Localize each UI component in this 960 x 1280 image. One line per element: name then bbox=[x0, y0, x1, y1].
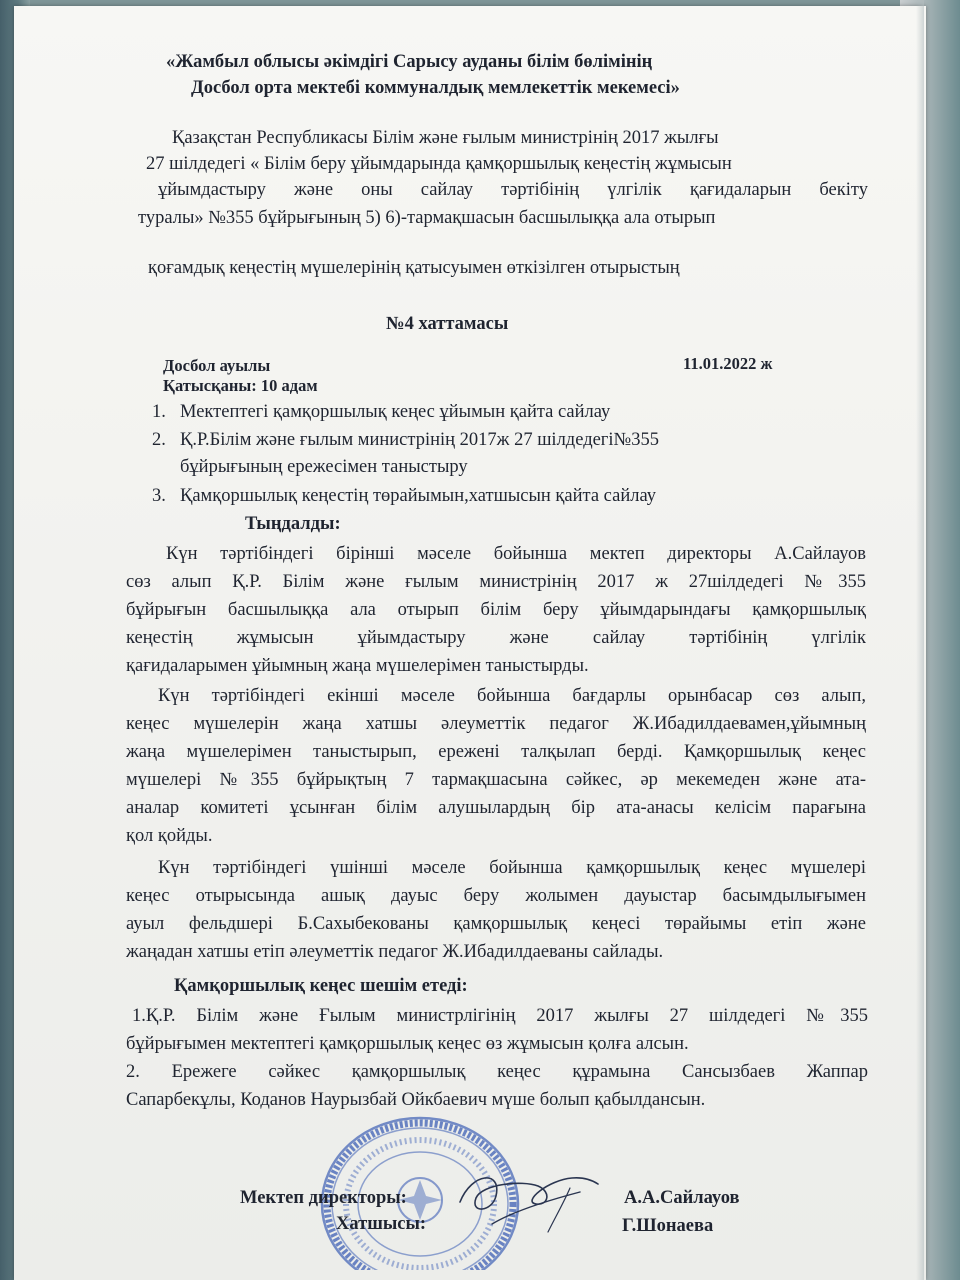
director-signature-icon bbox=[452, 1162, 602, 1238]
para2-line-2: кеңес мүшелерін жаңа хатшы әлеуметтік педагог Ж.Ибадилдаевамен,ұйымның bbox=[126, 714, 866, 734]
decision2-line-1: 2. Ережеге сәйкес қамқоршылық кеңес құрамына Сансызбаев Жаппар bbox=[126, 1062, 868, 1082]
agenda-item-3: Қамқоршылық кеңестің төрайымын,хатшысын қайта сайлау bbox=[180, 486, 656, 506]
meeting-place: Досбол ауылы bbox=[163, 356, 271, 375]
para1-line-3: бұйрығын басшылыққа ала отырып білім беру ұйымдарындағы қамқоршылық bbox=[126, 600, 866, 620]
para3-line-4: жаңадан хатшы етіп әлеуметтік педагог Ж.Ибадилдаеваны сайлады. bbox=[126, 942, 664, 962]
protocol-title: №4 хаттамасы bbox=[386, 314, 509, 334]
attendance: Қатысқаны: 10 адам bbox=[163, 376, 318, 395]
intro-line-4: туралы» №355 бұйрығының 5) 6)-тармақшасын басшылыққа ала отырып bbox=[138, 208, 716, 228]
agenda-num-1: 1. bbox=[152, 402, 166, 422]
director-label: Мектеп директоры: bbox=[240, 1188, 407, 1208]
header-line-2: Досбол орта мектебі коммуналдық мемлекеттік мекемесі» bbox=[191, 78, 680, 98]
secretary-name: Г.Шонаева bbox=[622, 1216, 714, 1236]
decision2-line-2: Сапарбекұлы, Коданов Наурызбай Ойкбаевич мүше болып қабылдансын. bbox=[126, 1090, 706, 1110]
para1-line-5: қағидаларымен ұйымның жаңа мүшелерімен таныстырды. bbox=[126, 656, 589, 676]
meeting-line: қоғамдық кеңестің мүшелерінің қатысуымен өткізілген отырыстың bbox=[148, 258, 680, 278]
agenda-num-3: 3. bbox=[152, 486, 166, 506]
agenda-item-1: Мектептегі қамқоршылық кеңес ұйымын қайта сайлау bbox=[180, 402, 611, 422]
para3-line-2: кеңес отырысында ашық дауыс беру жолымен дауыстар басымдылығымен bbox=[126, 886, 866, 906]
decision1-line-1: 1.Қ.Р. Білім және Ғылым министрлігінің 2017 жылғы 27 шілдедегі №355 bbox=[132, 1006, 868, 1026]
para2-line-3: жаңа мүшелерімен таныстырып, ережені талқылап берді. Қамқоршылық кеңес bbox=[126, 742, 866, 762]
para1-line-2: сөз алып Қ.Р. Білім және ғылым министрінің 2017 ж 27шілдедегі №355 bbox=[126, 572, 866, 592]
intro-line-2: 27 шілдедегі « Білім беру ұйымдарында қамқоршылық кеңестің жұмысын bbox=[146, 154, 732, 174]
decision1-line-2: бұйрығымен мектептегі қамқоршылық кеңес өз жұмысын қолға алсын. bbox=[126, 1034, 689, 1054]
para2-line-5: аналар комитеті ұсынған білім алушылардың бір ата-анасы келісім парағына bbox=[126, 798, 866, 818]
agenda-item-2-line-1: Қ.Р.Білім және ғылым министрінің 2017ж 27 шілдедегі№355 bbox=[180, 430, 659, 450]
decision-title: Қамқоршылық кеңес шешім етеді: bbox=[174, 976, 468, 996]
agenda-item-2-line-2: бұйрығының ережесімен таныстыру bbox=[180, 457, 468, 477]
heard-title: Тыңдалды: bbox=[245, 514, 341, 534]
intro-line-1: Қазақстан Республикасы Білім және ғылым министрінің 2017 жылғы bbox=[172, 128, 719, 148]
para3-line-1: Күн тәртібіндегі үшінші мәселе бойынша қамқоршылық кеңес мүшелері bbox=[158, 858, 866, 878]
secretary-label: Хатшысы: bbox=[336, 1214, 427, 1234]
para1-line-4: кеңестің жұмысын ұйымдастыру және сайлау тәртібінің үлгілік bbox=[126, 628, 866, 648]
director-name: А.А.Сайлауов bbox=[624, 1188, 740, 1208]
header-line-1: «Жамбыл облысы әкімдігі Сарысу ауданы білім бөлімінің bbox=[166, 52, 653, 72]
intro-line-3: ұйымдастыру және оны сайлау тәртібінің үлгілік қағидаларын бекіту bbox=[158, 180, 868, 200]
para2-line-1: Күн тәртібіндегі екінші мәселе бойынша бағдарлы орынбасар сөз алып, bbox=[158, 686, 866, 706]
para1-line-1: Күн тәртібіндегі бірінші мәселе бойынша мектеп директоры А.Сайлауов bbox=[166, 544, 866, 564]
para2-line-6: қол қойды. bbox=[126, 826, 213, 846]
plastic-sleeve-edge bbox=[916, 0, 924, 1280]
agenda-num-2: 2. bbox=[152, 430, 166, 450]
meeting-date: 11.01.2022 ж bbox=[683, 354, 773, 373]
para2-line-4: мүшелері №355 бұйрықтың 7 тармақшасына сәйкес, әр мекемеден және ата- bbox=[126, 770, 866, 790]
para3-line-3: ауыл фельдшері Б.Сахыбекованы қамқоршылық кеңесі төрайымы етіп және bbox=[126, 914, 866, 934]
